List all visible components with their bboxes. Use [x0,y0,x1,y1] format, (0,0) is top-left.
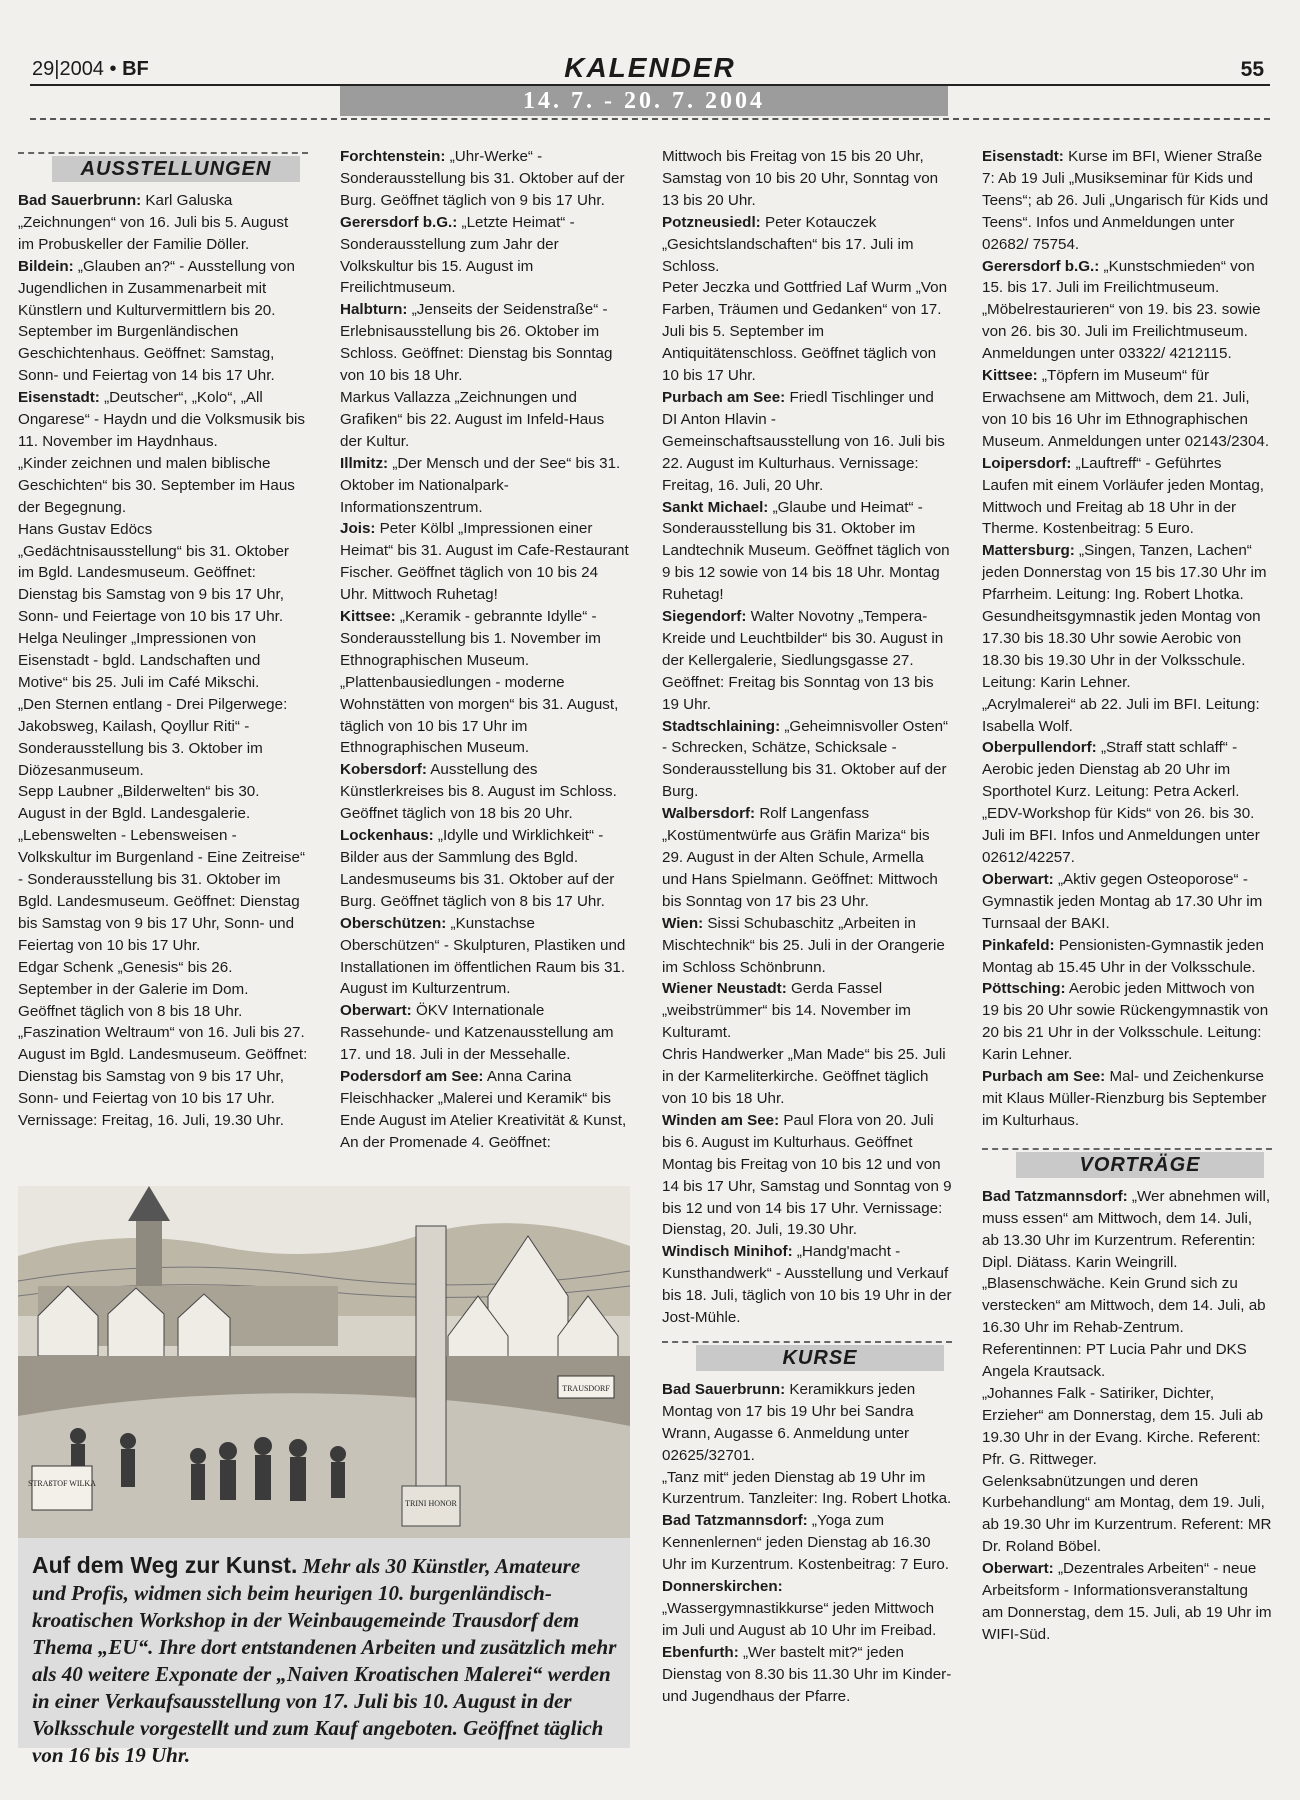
event-text: Keramikkurs jeden Montag von 17 bis 19 Uhr bei Sandra Wrann, Augasse 6. Anmeldung unter 02625/32701. [662,1380,916,1464]
event-location: Eisenstadt: [18,389,100,407]
event-location: Potzneusiedl: [662,213,761,231]
event-entry [340,1000,630,1066]
event-entry [662,1467,952,1511]
dashed-divider [30,118,1270,120]
event-entry [662,212,952,278]
event-location: Kobersdorf: [340,761,427,779]
event-text: Mittwoch bis Freitag von 15 bis 20 Uhr, Samstag von 10 bis 20 Uhr, Sonntag von 13 bis 20 Uhr. [662,148,939,209]
event-text: „Dezentrales Arbeiten“ - neue Arbeitsform - Informationsveranstaltung am Donnerstag, dem 15. Juli, ab 19 Uhr im WIFI-Süd. [982,1560,1272,1643]
event-entry [982,453,1272,541]
page-title: KALENDER [564,52,736,83]
event-text: Anna Carina Fleischhacker „Malerei und Keramik“ bis Ende August im Atelier Kreativität & Kunst, An der Promenade 4. Geöffnet: [340,1068,627,1151]
event-entry [340,387,630,453]
event-entry [18,1022,308,1132]
event-location: Wiener Neustadt: [662,980,787,998]
caption-headline: Auf dem Weg zur Kunst. [32,1552,298,1578]
event-entry [662,387,952,497]
separator-dot: • [109,58,117,80]
event-entry [340,518,630,606]
event-text: ÖKV Internationale Rassehunde- und Katzenausstellung am 17. und 18. Juli in der Messehalle. [340,1002,614,1064]
event-text: Paul Flora von 20. Juli bis 6. August im Kulturhaus. Geöffnet Montag bis Freitag von 10 bis 12 und von 14 bis 17 Uhr, Samstag und Sonntag von 9 bis 12 und von 14 bis 17 Uhr. Vernissage: Dienstag, 20. Juli, 19.30 Uhr. [662,1111,952,1239]
event-location: Siegendorf: [662,608,747,626]
event-entry [18,453,308,519]
event-text: „Kinder zeichnen und malen biblische Geschichten“ bis 30. September im Haus der Begegnung. [18,454,295,516]
event-entry [18,387,308,453]
event-text: „Lebenswelten - Lebensweisen - Volkskultur im Burgenland - Eine Zeitreise“ - Sonderausstellung bis 31. Oktober im Bgld. Landesmuseum. Geöffnet: Dienstag bis Samstag von 9 bis 17 Uhr, Sonn- und Feiertag von 10 bis 17 Uhr. [18,827,305,954]
section-label: KURSE [696,1345,944,1371]
event-entry [662,1241,952,1329]
event-location: Windisch Minihof: [662,1243,793,1261]
event-entry [18,825,308,956]
event-location: Bad Sauerbrunn: [662,1380,786,1398]
entry-list [18,190,308,1132]
painting-illustration [18,1186,630,1538]
event-entry [340,146,630,212]
event-entry [18,519,308,629]
event-entry [18,781,308,825]
event-location: Kittsee: [982,367,1038,385]
event-entry [18,628,308,694]
event-location: Gerersdorf b.G.: [982,257,1100,275]
event-text: Chris Handwerker „Man Made“ bis 25. Juli in der Karmeliterkirche. Geöffnet täglich von 10 bis 18 Uhr. [662,1046,946,1107]
event-text: „Uhr-Werke“ - Sonderausstellung bis 31. Oktober auf der Burg. Geöffnet täglich von 9 bis 17 Uhr. [340,148,625,209]
event-text: „Acrylmalerei“ ab 22. Juli im BFI. Leitung: Isabella Wolf. [982,695,1260,735]
event-text: „Glaube und Heimat“ - Sonderausstellung bis 31. Oktober im Landtechnik Museum. Geöffnet täglich von 9 bis 12 sowie von 14 bis 18 Uhr. Montag Ruhetag! [662,498,950,604]
event-text: Edgar Schenk „Genesis“ bis 26. September in der Galerie im Dom. Geöffnet täglich von 8 bis 18 Uhr. [18,958,249,1020]
event-text: Sepp Laubner „Bilderwelten“ bis 30. August in der Bgld. Landesgalerie. [18,783,260,823]
event-location: Bad Tatzmannsdorf: [662,1512,808,1530]
event-text: Hans Gustav Edöcs „Gedächtnisausstellung“ bis 31. Oktober im Bgld. Landesmuseum. Geöffnet: Dienstag bis Samstag von 9 bis 17 Uhr, Sonn- und Feiertage von 10 bis 17 Uhr. [18,520,289,626]
section-header-ausstellungen [18,150,308,184]
section-header-vortraege [982,1146,1272,1180]
event-location: Winden am See: [662,1111,780,1129]
event-entry [18,957,308,1023]
event-text: „Jenseits der Seidenstraße“ - Erlebnisausstellung bis 26. Oktober im Schloss. Geöffnet: Dienstag bis Sonntag von 10 bis 18 Uhr. [340,301,613,385]
event-entry [340,825,630,913]
event-text: „Singen, Tanzen, Lachen“ jeden Donnerstag von 15 bis 17.30 Uhr im Pfarrheim. Leitung: Ing. Robert Lhotka. [982,542,1267,604]
event-location: Illmitz: [340,454,389,472]
section-label: VORTRÄGE [1016,1152,1264,1178]
event-text: „Glauben an?“ - Ausstellung von Jugendlichen in Zusammenarbeit mit Künstlern und Kulturvermittlern bis 20. September im Burgenländischen Geschichtenhaus. Geöffnet: Samstag, Sonn- und Feiertag von 14 bis 17 Uhr. [18,257,295,385]
section-header-kurse [662,1339,952,1373]
event-text: „Wer abnehmen will, muss essen“ am Mittwoch, dem 14. Juli, ab 13.30 Uhr im Kurzentrum. Referentin: Dipl. Diätass. Karin Weingrill. [982,1187,1271,1271]
brand-name: BF [122,58,149,80]
page-header [30,52,1270,86]
painting-sign-2: TRAUSDORF [562,1384,610,1393]
section-rule [982,1148,1272,1150]
page-number: 55 [1240,58,1264,81]
event-text: Aerobic jeden Mittwoch von 19 bis 20 Uhr sowie Rückengymnastik von 20 bis 21 Uhr in der Volksschule. Leitung: Karin Lehner. [982,980,1269,1064]
event-text: Peter Kotauczek „Gesichtslandschaften“ bis 17. Juli im Schloss. [662,213,914,275]
event-location: Oberwart: [982,870,1054,888]
event-entry [662,277,952,387]
event-entry [662,146,952,212]
event-entry [340,299,630,387]
event-entry [340,672,630,760]
event-location: Eisenstadt: [982,148,1064,165]
entry-list [662,1379,952,1708]
event-text: „Letzte Heimat“ - Sonderausstellung zum Jahr der Volkskultur bis 15. August im Freilichtmuseum. [340,213,575,297]
event-text: „Straff statt schlaff“ - Aerobic jeden Dienstag ab 20 Uhr im Sporthotel Kurz. Leitung: Petra Ackerl. „EDV-Workshop für Kids“ von 26. bis 30. Juli im BFI. Infos und Anmeldungen unter 02612/42257. [982,739,1260,866]
event-entry [982,1186,1272,1274]
event-text: Helga Neulinger „Impressionen von Eisenstadt - bgld. Landschaften und Motive“ bis 25. Juli im Café Mikschi. [18,630,261,691]
event-text: Mal- und Zeichenkurse mit Klaus Müller-Rienzburg bis September im Kulturhaus. [982,1068,1267,1129]
event-text: „Wassergymnastikkurse“ jeden Mittwoch im Juli und August ab 10 Uhr im Freibad. [662,1600,937,1639]
caption-text: Mehr als 30 Künstler, Amateure und Profis, widmen sich beim heurigen 10. burgenländisch-kroatischen Workshop in der Weinbaugemeinde Trausdorf dem Thema „EU“. Ihre dort entstandenen Arbeiten und zusätzlich mehr als 40 weitere Exponate der „Naiven Kroatischen Malerei“ werden in einer Verkaufsausstellung von 17. Juli bis 10. August in der Volksschule vorgestellt und zum Kauf angeboten. Geöffnet täglich von 16 bis 19 Uhr. [32,1554,617,1767]
event-location: Pöttsching: [982,980,1066,998]
image-caption [18,1538,630,1767]
event-location: Stadtschlaining: [662,717,781,735]
column-2 [340,146,630,1154]
event-text: „Den Sternen entlang - Drei Pilgerwege: Jakobsweg, Kailash, Qoyllur Riti“ - Sonderausstellung bis 3. Oktober im Diözesanmuseum. [18,695,288,779]
section-rule [18,152,308,154]
event-entry [982,978,1272,1066]
event-location: Ebenfurth: [662,1643,739,1661]
event-location: Pinkafeld: [982,936,1055,954]
event-entry [662,913,952,979]
event-entry [662,1110,952,1241]
event-location: Walbersdorf: [662,805,756,823]
event-location: Bad Tatzmannsdorf: [982,1187,1128,1205]
entry-list [982,146,1272,1132]
event-location: Oberpullendorf: [982,739,1097,757]
event-entry [982,540,1272,606]
event-text: Rolf Langenfass „Kostümentwürfe aus Gräfin Mariza“ bis 29. August in der Alten Schule, Armella und Hans Spielmann. Geöffnet: Mittwoch bis Sonntag von 17 bis 23 Uhr. [662,805,938,910]
event-location: Oberwart: [340,1002,412,1020]
event-text: „Töpfern im Museum“ für Erwachsene am Mittwoch, dem 21. Juli, von 10 bis 16 Uhr im Ethnographischen Museum. Anmeldungen unter 02143/2304. [982,367,1270,450]
event-location: Purbach am See: [982,1068,1106,1086]
event-text: Gerda Fassel „weibstrümmer“ bis 14. November im Kulturamt. [662,980,911,1042]
event-entry [982,737,1272,868]
event-text: „Faszination Weltraum“ von 16. Juli bis 27. August im Bgld. Landesmuseum. Geöffnet: Dienstag bis Samstag von 9 bis 17 Uhr, Sonn- und Feiertag von 10 bis 17 Uhr. Vernissage: Freitag, 16. Juli, 19.30 Uhr. [18,1024,308,1130]
event-text: „Plattenbausiedlungen - moderne Wohnstätten von morgen“ bis 31. August, täglich von 10 bis 17 Uhr im Ethnographischen Museum. [340,673,619,757]
event-entry [340,913,630,1001]
event-location: Forchtenstein: [340,148,446,165]
event-location: Oberschützen: [340,914,447,932]
event-text: „Geheimnisvoller Osten“ - Schrecken, Schätze, Schicksale - Sonderausstellung bis 31. Oktober auf der Burg. [662,717,949,801]
event-text: Gelenksabnützungen und deren Kurbehandlung“ am Montag, dem 19. Juli, ab 19.30 Uhr im Kurzentrum. Referent: MR Dr. Roland Böbel. [982,1472,1272,1556]
event-entry [662,803,952,913]
event-text: Sissi Schubaschitz „Arbeiten in Mischtechnik“ bis 25. Juli in der Orangerie im Schloss Schönbrunn. [662,914,945,976]
event-entry [982,869,1272,935]
event-entry [982,935,1272,979]
event-text: Ausstellung des Künstlerkreises bis 8. August im Schloss. Geöffnet täglich von 18 bis 20 Uhr. [340,761,617,823]
column-1 [18,150,308,1132]
event-location: Halbturn: [340,301,408,319]
event-entry [18,694,308,782]
date-range: 14. 7. - 20. 7. 2004 [340,86,948,116]
event-entry [982,1383,1272,1471]
naive-painting [18,1186,630,1538]
event-text: „Kunstachse Oberschützen“ - Skulpturen, Plastiken und Installationen im öffentlichen Raum bis 31. August im Kulturzentrum. [340,914,626,998]
section-label: AUSSTELLUNGEN [52,156,300,182]
event-entry [982,606,1272,694]
event-entry [340,606,630,672]
event-text: „Deutscher“, „Kolo“, „All Ongarese“ - Haydn und die Volksmusik bis 11. November im Haydnhaus. [18,389,306,450]
event-location: Lockenhaus: [340,827,434,845]
event-entry [662,606,952,716]
event-text: Friedl Tischlinger und DI Anton Hlavin - Gemeinschaftsausstellung von 16. Juli bis 22. August im Kulturhaus. Vernissage: Freitag, 16. Juli, 20 Uhr. [662,388,945,494]
event-entry [662,1379,952,1467]
event-location: Gerersdorf b.G.: [340,213,458,231]
entry-list [340,146,630,1154]
event-text: „Tanz mit“ jeden Dienstag ab 19 Uhr im Kurzentrum. Tanzleiter: Ing. Robert Lhotka. [662,1468,952,1508]
event-entry [982,365,1272,453]
event-text: Markus Vallazza „Zeichnungen und Grafiken“ bis 22. August im Infeld-Haus der Kultur. [340,388,605,450]
event-location: Jois: [340,520,376,538]
event-text: Peter Jeczka und Gottfried Laf Wurm „Von Farben, Träumen und Gedanken“ von 17. Juli bis 5. September im Antiquitätenschloss. Geöffnet täglich von 10 bis 17 Uhr. [662,279,948,385]
event-entry [982,1066,1272,1132]
section-rule [662,1341,952,1343]
event-location: Podersdorf am See: [340,1068,484,1086]
event-entry [340,759,630,825]
event-text: „Blasenschwäche. Kein Grund sich zu verstecken“ am Mittwoch, dem 14. Juli, ab 16.30 Uhr im Rehab-Zentrum. Referentinnen: PT Lucia Pahr und DKS Angela Krautsack. [982,1275,1266,1381]
event-entry [662,1576,952,1642]
event-text: „Lauftreff“ - Geführtes Laufen mit einem Vorläufer jeden Montag, Mittwoch und Freitag ab 18 Uhr in der Therme. Kostenbeitrag: 5 Euro. [982,454,1264,538]
event-entry [982,1558,1272,1646]
event-text: „Kunstschmieden“ von 15. bis 17. Juli im Freilichtmuseum. „Möbelrestaurieren“ von 19. bis 23. sowie von 26. bis 30. Juli im Freilichtmuseum. Anmeldungen unter 03322/ 4212115. [982,257,1261,363]
event-entry [982,146,1272,256]
event-text: „Der Mensch und der See“ bis 31. Oktober im Nationalpark-Informationszentrum. [340,454,621,516]
entry-list [982,1186,1272,1646]
event-location: Bad Sauerbrunn: [18,192,142,209]
event-location: Kittsee: [340,608,396,626]
column-3 [662,146,952,1708]
event-location: Sankt Michael: [662,498,769,516]
event-text: Gesundheitsgymnastik jeden Montag von 17.30 bis 18.30 Uhr sowie Aerobic von 18.30 bis 19.30 Uhr in der Volksschule. Leitung: Karin Lehner. [982,608,1261,691]
event-text: „Johannes Falk - Satiriker, Dichter, Erzieher“ am Donnerstag, dem 15. Juli ab 19.30 Uhr in der Evang. Kirche. Referent: Pfr. G. Rittweger. [982,1384,1264,1468]
event-entry [662,716,952,804]
event-text: Karl Galuska „Zeichnungen“ von 16. Juli bis 5. August im Probuskeller der Familie Döller. [18,192,289,253]
event-entry [340,453,630,519]
event-location: Wien: [662,914,704,932]
event-text: Kurse im BFI, Wiener Straße 7: Ab 19 Juli „Musikseminar für Kids und Teens“; ab 26. Juli „Ungarisch für Kids und Teens“. Infos und Anmeldungen unter 02682/ 75754. [982,148,1269,253]
painting-sign-1: STRAßTOF WILKA [28,1479,96,1488]
event-entry [982,694,1272,738]
event-text: Walter Novotny „Tempera-Kreide und Leuchtbilder“ bis 30. August in der Kellergalerie, Siedlungsgasse 27. Geöffnet: Freitag bis Sonntag von 13 bis 19 Uhr. [662,608,944,713]
entry-list [662,146,952,1329]
event-entry [982,256,1272,366]
event-text: „Handg'macht - Kunsthandwerk“ - Ausstellung und Verkauf bis 18. Juli, täglich von 10 bis 19 Uhr in der Jost-Mühle. [662,1243,952,1327]
event-entry [982,1273,1272,1383]
event-entry [340,212,630,300]
event-text: Peter Kölbl „Impressionen einer Heimat“ bis 31. August im Cafe-Restaurant Fischer. Geöffnet täglich von 10 bis 24 Uhr. Mittwoch Ruhetag! [340,520,629,604]
event-text: „Keramik - gebrannte Idylle“ - Sonderausstellung bis 1. November im Ethnographischen Museum. [340,608,601,669]
event-entry [982,1471,1272,1559]
event-entry [18,256,308,387]
event-location: Loipersdorf: [982,454,1072,472]
event-entry [340,1066,630,1154]
event-entry [662,497,952,607]
event-entry [662,1642,952,1708]
issue-number: 29|2004 [32,58,104,80]
event-location: Bildein: [18,257,74,275]
event-entry [662,978,952,1044]
event-text: „Idylle und Wirklichkeit“ - Bilder aus der Sammlung des Bgld. Landesmuseums bis 31. Oktober auf der Burg. Geöffnet täglich von 8 bis 17 Uhr. [340,827,615,910]
event-entry [18,190,308,256]
event-location: Mattersburg: [982,542,1075,560]
event-text: „Yoga zum Kennenlernen“ jeden Dienstag ab 16.30 Uhr im Kurzentrum. Kostenbeitrag: 7 Euro. [662,1512,949,1574]
event-location: Purbach am See: [662,388,786,406]
event-entry [662,1044,952,1110]
event-location: Oberwart: [982,1560,1054,1578]
event-location: Donnerskirchen: [662,1578,783,1596]
event-text: Pensionisten-Gymnastik jeden Montag ab 15.45 Uhr in der Volksschule. [982,936,1264,976]
event-entry [662,1510,952,1576]
event-text: „Aktiv gegen Osteoporose“ - Gymnastik jeden Montag ab 17.30 Uhr im Turnsaal der BAKI. [982,870,1263,932]
event-text: „Wer bastelt mit?“ jeden Dienstag von 8.30 bis 11.30 Uhr im Kinder- und Jugendhaus der Pfarre. [662,1643,952,1705]
column-4 [982,146,1272,1646]
column-inscription: TRINI HONOR [405,1499,457,1508]
